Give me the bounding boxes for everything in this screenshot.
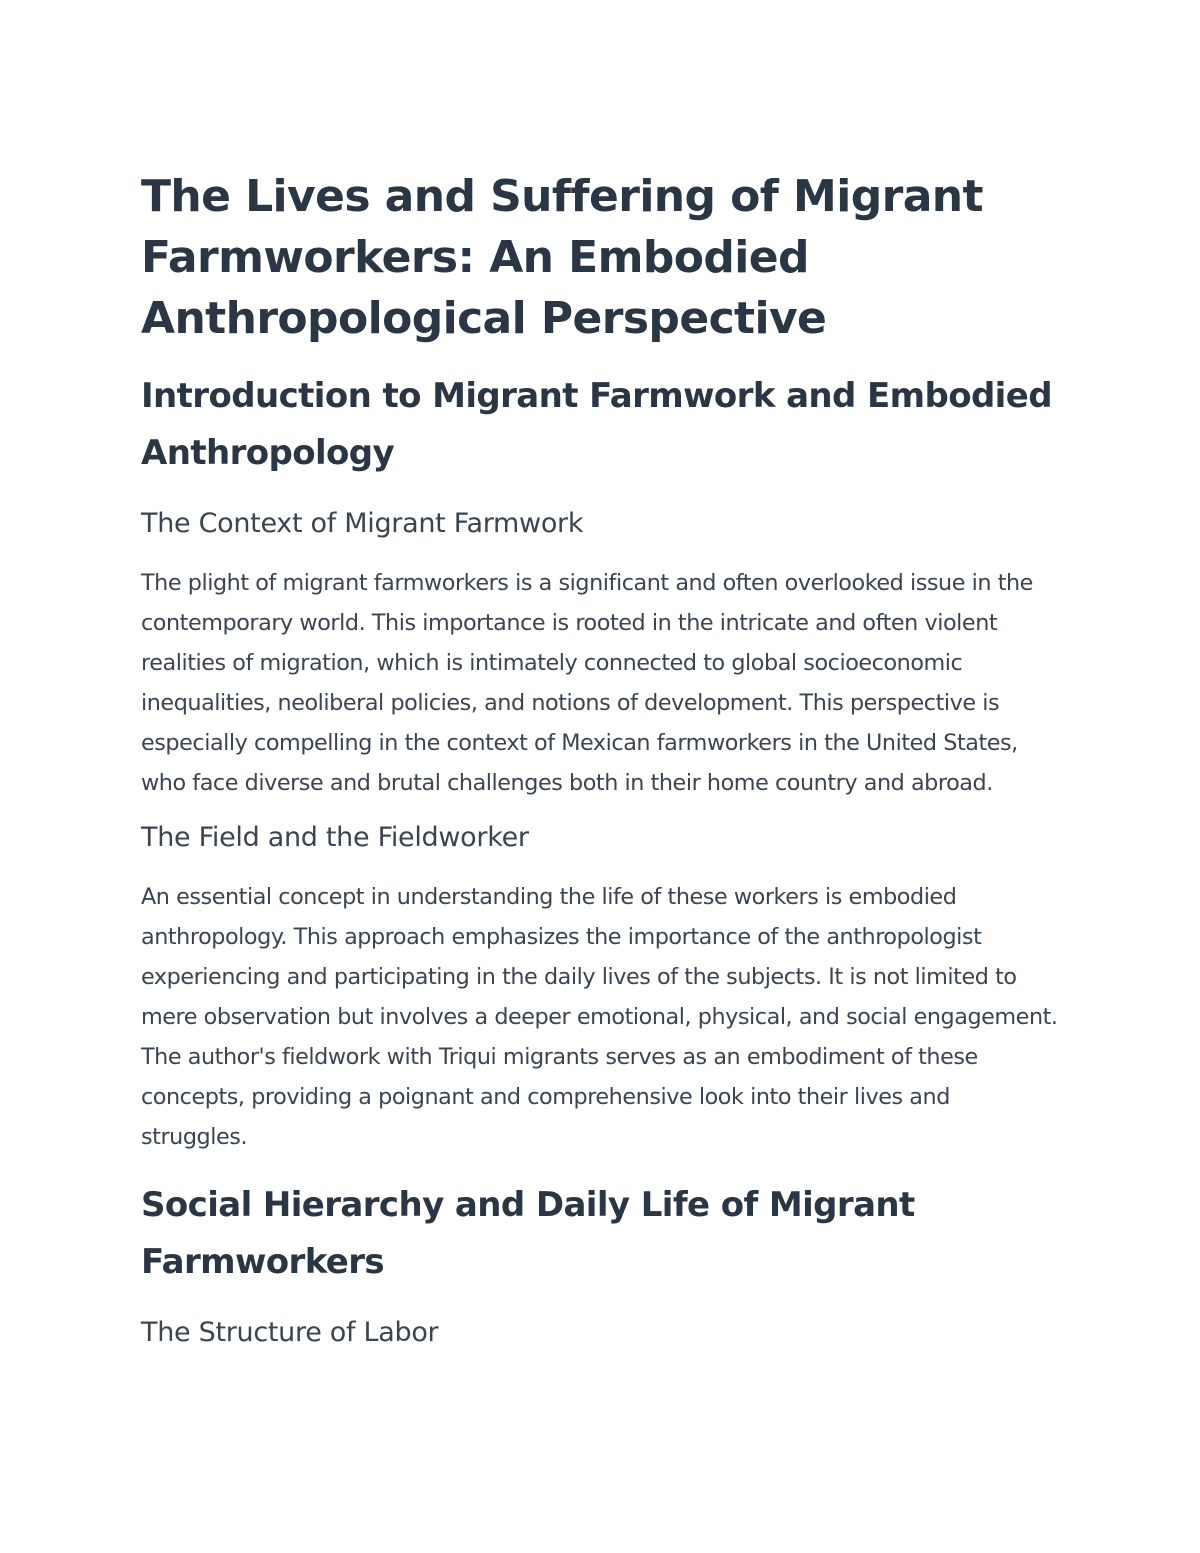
document-page [141,166,1061,1353]
document-title: The Lives and Suffering of Migrant Farmworkers: An Embodied Anthropological Perspective [141,171,983,344]
section-heading-introduction: Introduction to Migrant Farmwork and Embodied Anthropology [141,376,1052,473]
subsection-heading-field: The Field and the Fieldworker [141,822,529,853]
subsection-heading-labor: The Structure of Labor [141,1317,439,1348]
subsection-heading-context: The Context of Migrant Farmwork [141,508,584,539]
paragraph-context: The plight of migrant farmworkers is a significant and often overlooked issue in the contemporary world. This importance is rooted in the intricate and often violent realities of migration, which is intimately connected to global socioeconomic inequalities, neoliberal policies, and notions of development. This perspective is especially compelling in the context of Mexican farmworkers in the United States, who face diverse and brutal challenges both in their home country and abroad. [141,570,1033,796]
paragraph-field: An essential concept in understanding the life of these workers is embodied anthropology. This approach emphasizes the importance of the anthropologist experiencing and participating in the daily lives of the subjects. It is not limited to mere observation but involves a deeper emotional, physical, and social engagement. The author's fieldwork with Triqui migrants serves as an embodiment of these concepts, providing a poignant and comprehensive look into their lives and struggles. [141,884,1058,1150]
section-heading-social-hierarchy: Social Hierarchy and Daily Life of Migrant Farmworkers [141,1185,915,1282]
